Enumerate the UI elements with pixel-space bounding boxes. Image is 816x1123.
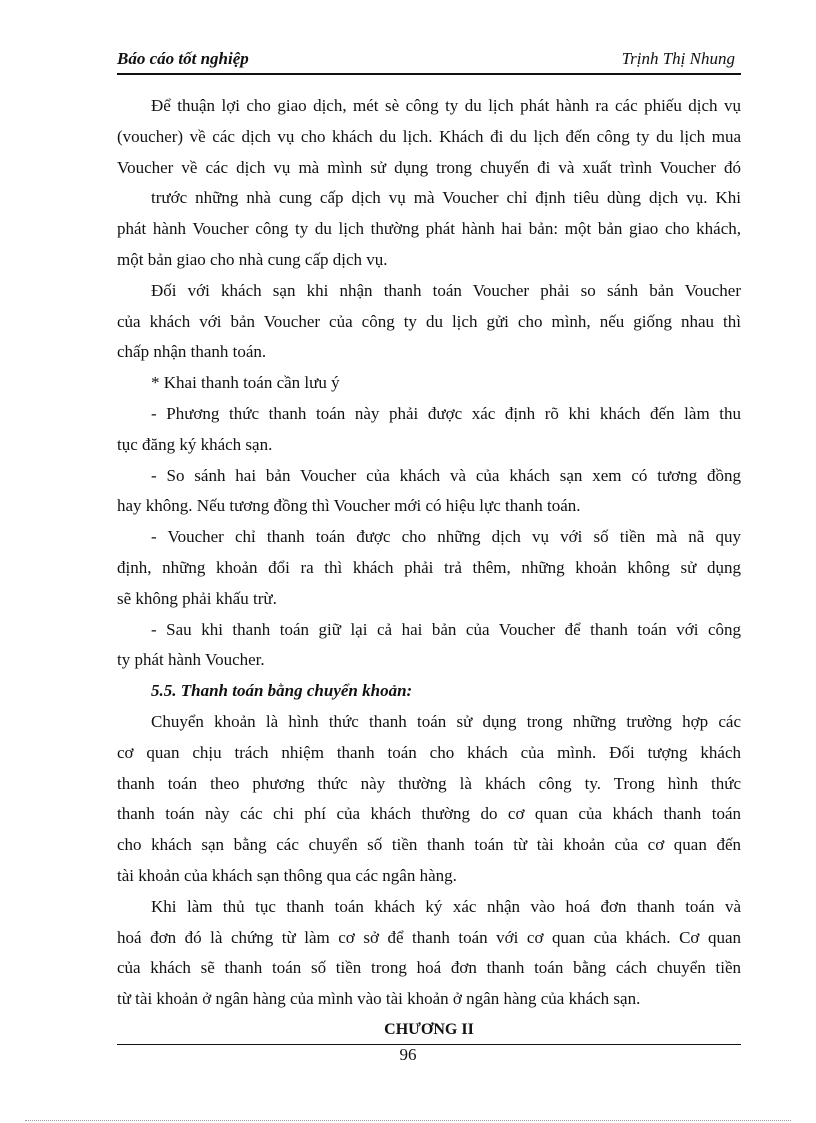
header-author: Trịnh Thị Nhung (621, 49, 735, 68)
page-border-dots (25, 1120, 791, 1121)
text-line: trước những nhà cung cấp dịch vụ mà Voucher chỉ định tiêu dùng dịch vụ. Khi (151, 188, 741, 208)
chapter-heading: CHƯƠNG II (384, 1020, 474, 1038)
page-header (117, 49, 741, 75)
text-line: phát hành Voucher công ty du lịch thường phát hành hai bản: một bản giao cho khách, (117, 219, 741, 239)
text-line: tục đăng ký khách sạn. (117, 434, 273, 454)
text-line: hoá đơn đó là chứng từ làm cơ sở để thanh toán với cơ quan của khách. Cơ quan (117, 927, 741, 947)
text-line: - Sau khi thanh toán giữ lại cả hai bản của Voucher để thanh toán với công (151, 619, 741, 639)
text-line: của khách sẽ thanh toán số tiền trong hoá đơn thanh toán bằng cách chuyển tiền (117, 958, 741, 978)
text-line: sẽ không phải khấu trừ. (117, 588, 277, 608)
text-line: Chuyển khoản là hình thức thanh toán sử dụng trong những trường hợp các (151, 711, 741, 731)
text-line: Để thuận lợi cho giao dịch, mét sè công ty du lịch phát hành ra các phiếu dịch vụ (151, 96, 741, 115)
section-heading: 5.5. Thanh toán bằng chuyển khoản: (151, 681, 413, 701)
text-line: * Khai thanh toán cần lưu ý (151, 373, 340, 393)
text-line: từ tài khoản ở ngân hàng của mình vào tài khoản ở ngân hàng của khách sạn. (117, 989, 641, 1009)
text-line: Voucher về các dịch vụ mà mình sử dụng trong chuyến đi và xuất trình Voucher đó (117, 157, 741, 177)
text-line: thanh toán theo phương thức này thường là khách công ty. Trong hình thức (117, 773, 741, 793)
text-line: một bản giao cho nhà cung cấp dịch vụ. (117, 249, 388, 269)
text-line: của khách với bản Voucher của công ty du lịch gửi cho mình, nếu giống nhau thì (117, 311, 741, 331)
text-line: định, những khoản đổi ra thì khách phải trả thêm, những khoản không sử dụng (117, 557, 741, 577)
text-line: (voucher) về các dịch vụ cho khách du lịch. Khách đi du lịch đến công ty du lịch mua (117, 126, 741, 146)
text-line: - So sánh hai bản Voucher của khách và của khách sạn xem có tương đồng (151, 465, 741, 485)
text-line: Đối với khách sạn khi nhận thanh toán Voucher phải so sánh bản Voucher (151, 280, 741, 300)
text-line: - Voucher chỉ thanh toán được cho những dịch vụ với số tiền mà nã quy (151, 527, 741, 547)
text-line: thanh toán này các chi phí của khách thường do cơ quan của khách thanh toán (117, 804, 741, 824)
text-line: ty phát hành Voucher. (117, 650, 265, 670)
text-line: cho khách sạn bằng các chuyển số tiền thanh toán từ tài khoản của cơ quan đến (117, 835, 741, 855)
page-number: 96 (399, 1045, 417, 1064)
text-line: Khi làm thủ tục thanh toán khách ký xác nhận vào hoá đơn thanh toán và (151, 896, 741, 916)
text-line: cơ quan chịu trách nhiệm thanh toán cho khách của mình. Đối tượng khách (117, 742, 741, 762)
text-line: chấp nhận thanh toán. (117, 342, 267, 362)
text-line: - Phương thức thanh toán này phải được xác định rõ khi khách đến làm thu (151, 403, 741, 423)
body-text (117, 92, 741, 1047)
header-title: Báo cáo tốt nghiệp (117, 49, 249, 68)
text-line: hay không. Nếu tương đồng thì Voucher mới có hiệu lực thanh toán. (117, 496, 581, 516)
text-line: tài khoản của khách sạn thông qua các ngân hàng. (117, 865, 457, 885)
